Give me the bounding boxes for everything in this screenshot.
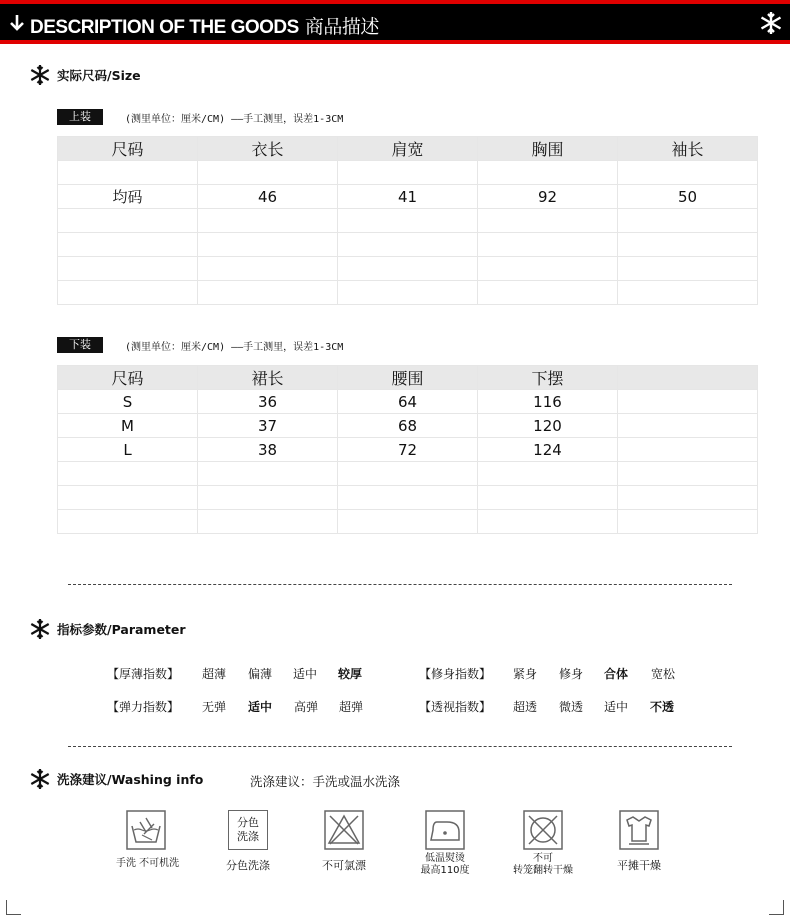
table-header-cell: 腰围 — [338, 366, 478, 390]
bottom-note: (测里单位：厘米/CM) ——手工测里，误差1-3CM — [125, 341, 344, 353]
bottom-tag: 下装 — [57, 337, 103, 353]
table-cell — [478, 462, 618, 486]
table-cell: 41 — [338, 185, 478, 209]
table-cell: 120 — [478, 414, 618, 438]
table-cell — [618, 486, 758, 510]
table-cell — [58, 510, 198, 534]
elastic-option-selected: 适中 — [248, 700, 273, 714]
table-header-cell: 尺码 — [58, 137, 198, 161]
table-row — [58, 233, 758, 257]
table-header-cell: 衣长 — [198, 137, 338, 161]
table-cell — [618, 161, 758, 185]
table-cell — [338, 486, 478, 510]
table-row — [58, 185, 758, 209]
table-row — [58, 209, 758, 233]
no-tumble-dry-icon — [523, 810, 563, 850]
table-cell: 50 — [618, 185, 758, 209]
table-cell: L — [58, 438, 198, 462]
table-cell — [478, 281, 618, 305]
sheer-label: 【透视指数】 — [419, 700, 492, 714]
sheer-option: 适中 — [604, 700, 629, 714]
table-cell — [58, 486, 198, 510]
table-cell — [618, 462, 758, 486]
elastic-option: 无弹 — [202, 700, 227, 714]
table-cell — [338, 161, 478, 185]
param-row-2 — [0, 698, 790, 714]
table-cell — [338, 233, 478, 257]
header-title-en: DESCRIPTION OF THE GOODS — [30, 17, 299, 38]
table-header-row — [58, 137, 758, 161]
table-cell: 124 — [478, 438, 618, 462]
table-row — [58, 414, 758, 438]
table-cell — [618, 438, 758, 462]
table-header-cell: 下摆 — [478, 366, 618, 390]
thickness-label: 【厚薄指数】 — [107, 667, 180, 681]
table-cell: 46 — [198, 185, 338, 209]
table-cell: 36 — [198, 390, 338, 414]
table-cell — [58, 233, 198, 257]
table-cell — [478, 209, 618, 233]
table-cell — [618, 510, 758, 534]
flat-dry-icon — [619, 810, 659, 850]
sheer-option-selected: 不透 — [650, 700, 675, 714]
divider — [68, 584, 732, 585]
param-row-1 — [0, 665, 790, 681]
table-cell — [58, 209, 198, 233]
wash-caption: 低温熨烫 最高110度 — [420, 853, 470, 876]
table-cell — [58, 257, 198, 281]
sheer-option: 微透 — [559, 700, 584, 714]
size-section-label: 实际尺码/Size — [57, 68, 141, 83]
color-separate-glyph: 分色 洗涤 — [237, 816, 259, 843]
table-row — [58, 257, 758, 281]
fit-option-selected: 合体 — [604, 667, 629, 681]
table-cell: 38 — [198, 438, 338, 462]
table-cell — [478, 257, 618, 281]
table-cell — [58, 462, 198, 486]
table-row — [58, 438, 758, 462]
table-cell: 68 — [338, 414, 478, 438]
snowflake-icon — [29, 768, 51, 790]
table-cell: 37 — [198, 414, 338, 438]
elastic-option: 超弹 — [339, 700, 364, 714]
corner-mark — [769, 900, 784, 915]
table-header-cell: 裙长 — [198, 366, 338, 390]
table-cell — [618, 257, 758, 281]
table-cell — [618, 281, 758, 305]
table-cell: 64 — [338, 390, 478, 414]
wash-caption: 不可 转笼翻转干燥 — [513, 853, 573, 876]
wash-section-title — [29, 768, 203, 790]
fit-option: 宽松 — [651, 667, 676, 681]
table-row — [58, 161, 758, 185]
fit-label: 【修身指数】 — [419, 667, 492, 681]
elastic-label: 【弹力指数】 — [107, 700, 180, 714]
snowflake-icon — [29, 618, 51, 640]
thickness-option-selected: 较厚 — [338, 667, 363, 681]
bottom-measure-note — [57, 337, 343, 353]
snowflake-icon — [758, 10, 784, 36]
table-cell: 116 — [478, 390, 618, 414]
table-header-cell: 胸围 — [478, 137, 618, 161]
header-title-cn: 商品描述 — [304, 17, 379, 38]
wash-note: 洗涤建议：手洗或温水洗涤 — [250, 774, 401, 789]
table-cell — [198, 486, 338, 510]
color-separate-icon — [228, 810, 268, 850]
table-row — [58, 281, 758, 305]
table-cell: S — [58, 390, 198, 414]
table-cell — [618, 390, 758, 414]
table-cell: M — [58, 414, 198, 438]
thickness-option: 适中 — [293, 667, 318, 681]
wash-caption: 不可氯漂 — [322, 859, 366, 872]
table-cell — [618, 209, 758, 233]
arrow-down-icon — [8, 12, 26, 34]
corner-mark — [6, 900, 21, 915]
hand-wash-icon — [126, 810, 166, 850]
table-cell — [198, 233, 338, 257]
table-cell: 72 — [338, 438, 478, 462]
table-cell — [338, 257, 478, 281]
top-measure-note — [57, 109, 343, 125]
table-cell — [198, 462, 338, 486]
elastic-option: 高弹 — [294, 700, 319, 714]
size-section-title — [29, 64, 141, 86]
top-size-table — [57, 136, 758, 305]
top-tag: 上装 — [57, 109, 103, 125]
table-cell — [338, 510, 478, 534]
table-cell — [338, 462, 478, 486]
table-cell — [198, 257, 338, 281]
table-row — [58, 486, 758, 510]
table-cell: 92 — [478, 185, 618, 209]
wash-caption: 平摊干燥 — [617, 859, 661, 872]
fit-option: 紧身 — [513, 667, 538, 681]
table-cell — [198, 281, 338, 305]
bottom-size-table — [57, 365, 758, 534]
thickness-option: 超薄 — [202, 667, 227, 681]
header-title — [30, 12, 379, 39]
wash-caption: 分色洗涤 — [226, 859, 270, 872]
table-header-cell: 袖长 — [618, 137, 758, 161]
snowflake-icon — [29, 64, 51, 86]
divider — [68, 746, 732, 747]
fit-option: 修身 — [559, 667, 584, 681]
table-cell — [478, 486, 618, 510]
param-section-title — [29, 618, 186, 640]
table-cell — [478, 161, 618, 185]
table-header-cell — [618, 366, 758, 390]
table-header-row — [58, 366, 758, 390]
wash-caption: 手洗 不可机洗 — [116, 858, 180, 869]
table-cell: 均码 — [58, 185, 198, 209]
table-cell — [338, 209, 478, 233]
table-row — [58, 462, 758, 486]
table-row — [58, 390, 758, 414]
table-header-cell: 肩宽 — [338, 137, 478, 161]
table-cell — [198, 161, 338, 185]
table-cell — [198, 510, 338, 534]
table-cell — [618, 414, 758, 438]
table-header-cell: 尺码 — [58, 366, 198, 390]
low-iron-icon — [425, 810, 465, 850]
page-header — [0, 0, 790, 44]
param-section-label: 指标参数/Parameter — [57, 622, 186, 637]
table-cell — [58, 281, 198, 305]
no-bleach-icon — [324, 810, 364, 850]
table-cell — [618, 233, 758, 257]
table-cell — [478, 510, 618, 534]
table-cell — [198, 209, 338, 233]
sheer-option: 超透 — [513, 700, 538, 714]
table-cell — [478, 233, 618, 257]
thickness-option: 偏薄 — [248, 667, 273, 681]
table-cell — [338, 281, 478, 305]
table-row — [58, 510, 758, 534]
table-cell — [58, 161, 198, 185]
wash-section-label: 洗涤建议/Washing info — [57, 772, 204, 787]
top-note: (测里单位：厘米/CM) ——手工测里，误差1-3CM — [125, 113, 344, 125]
